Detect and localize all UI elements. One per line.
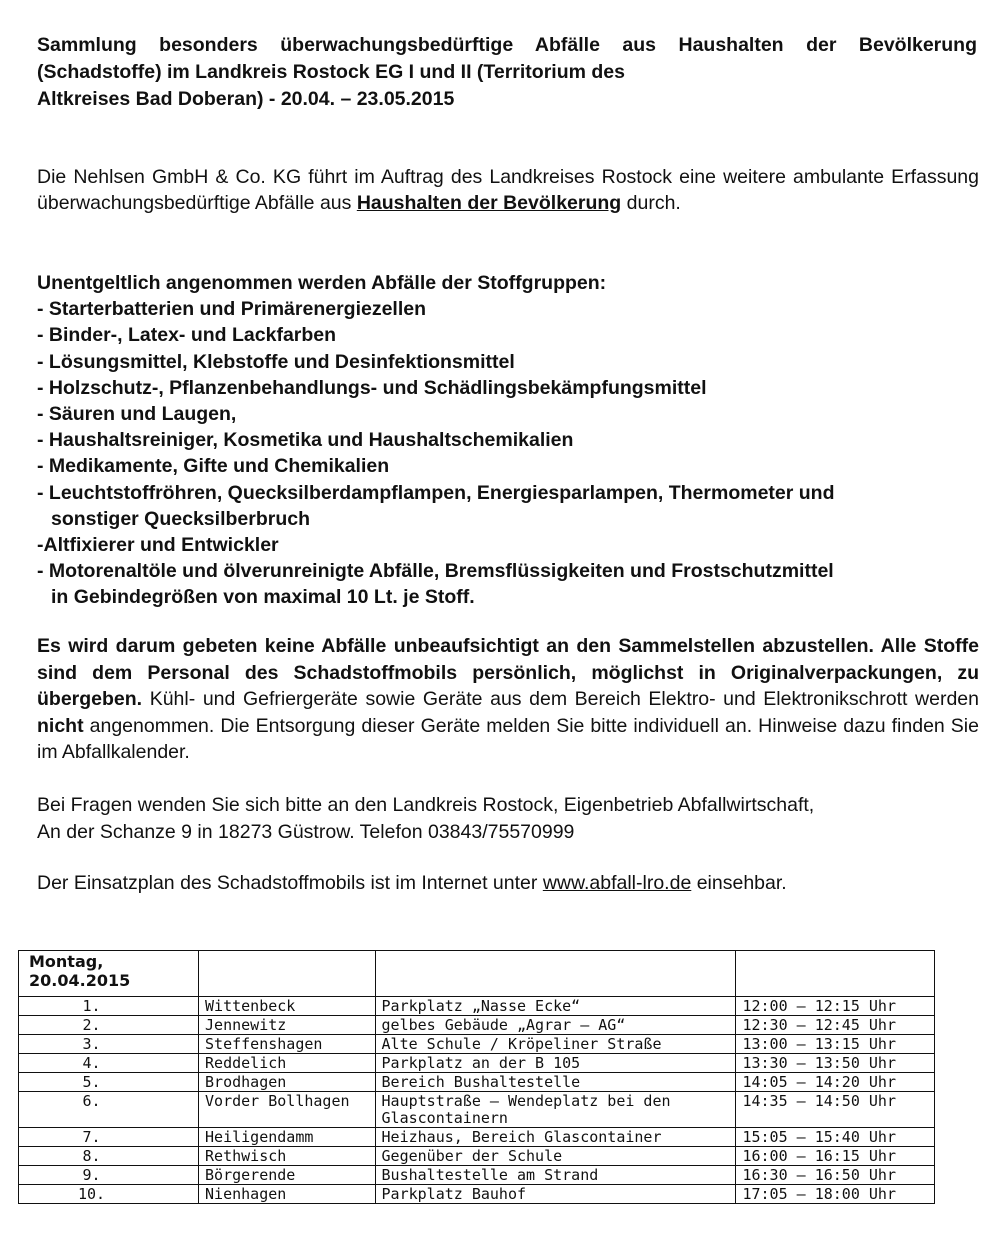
place-cell: Brodhagen — [199, 1073, 376, 1092]
website-link[interactable]: www.abfall-lro.de — [542, 872, 692, 894]
accepted-substances-list — [37, 270, 987, 611]
plan-paragraph — [37, 870, 987, 897]
notice-text: Kühl- und Gefriergeräte sowie Geräte aus dem Bereich Elektro- und Elektronikschrott werden — [142, 688, 979, 710]
row-number: 2. — [19, 1016, 199, 1035]
empty-header-cell — [375, 951, 736, 997]
table-row — [19, 997, 935, 1016]
table-row — [19, 1147, 935, 1166]
notice-text-end: angenommen. Die Entsorgung dieser Geräte melden Sie bitte individuell an. Hinweise dazu finden Sie im Abfallkalender. — [37, 714, 979, 763]
location-cell: Bereich Bushaltestelle — [375, 1073, 736, 1092]
intro-text: Die Nehlsen GmbH & Co. KG führt im Auftrag des Landkreises Rostock eine weitere ambulante Erfassung überwachungsbedürftige Abfälle aus — [37, 166, 979, 214]
schedule-table — [18, 950, 935, 1204]
table-header-row — [19, 951, 935, 997]
empty-header-cell — [736, 951, 935, 997]
time-cell: 14:35 – 14:50 Uhr — [736, 1092, 935, 1128]
time-cell: 12:00 – 12:15 Uhr — [736, 997, 935, 1016]
time-cell: 14:05 – 14:20 Uhr — [736, 1073, 935, 1092]
location-cell: Parkplatz Bauhof — [375, 1185, 736, 1204]
day-cell — [19, 951, 199, 997]
time-cell: 13:30 – 13:50 Uhr — [736, 1054, 935, 1073]
row-number: 6. — [19, 1092, 199, 1128]
list-item: - Medikamente, Gifte und Chemikalien — [37, 455, 390, 478]
row-number: 4. — [19, 1054, 199, 1073]
intro-emphasis: Haushalten der Bevölkerung — [356, 192, 622, 214]
row-number: 1. — [19, 997, 199, 1016]
empty-header-cell — [199, 951, 376, 997]
place-cell: Vorder Bollhagen — [199, 1092, 376, 1128]
time-cell: 15:05 – 15:40 Uhr — [736, 1128, 935, 1147]
row-number: 7. — [19, 1128, 199, 1147]
row-number: 3. — [19, 1035, 199, 1054]
table-row — [19, 1166, 935, 1185]
plan-text-end: einsehbar. — [691, 872, 787, 894]
time-cell: 17:05 – 18:00 Uhr — [736, 1185, 935, 1204]
time-cell: 13:00 – 13:15 Uhr — [736, 1035, 935, 1054]
row-number: 8. — [19, 1147, 199, 1166]
time-cell: 16:30 – 16:50 Uhr — [736, 1166, 935, 1185]
location-cell: Hauptstraße – Wendeplatz bei den Glascontainern — [375, 1092, 736, 1128]
table-row — [19, 1035, 935, 1054]
document-title — [37, 32, 977, 113]
contact-line-1: Bei Fragen wenden Sie sich bitte an den Landkreis Rostock, Eigenbetrieb Abfallwirtschaft, — [37, 794, 815, 816]
list-item-continuation: sonstiger Quecksilberbruch — [51, 507, 310, 530]
contact-paragraph — [37, 792, 987, 845]
table-row — [19, 1185, 935, 1204]
location-cell: Bushaltestelle am Strand — [375, 1166, 736, 1185]
list-item: - Motorenaltöle und ölverunreinigte Abfälle, Bremsflüssigkeiten und Frostschutzmittel — [37, 560, 834, 583]
table-row — [19, 1092, 935, 1128]
row-number: 5. — [19, 1073, 199, 1092]
list-item-continuation: in Gebindegrößen von maximal 10 Lt. je Stoff. — [51, 586, 475, 609]
title-line-1: Sammlung besonders überwachungsbedürftige Abfälle aus Haushalten der Bevölkerung (Schadstoffe) im Landkreis Rostock EG I und II (Territorium des — [37, 34, 977, 83]
place-cell: Reddelich — [199, 1054, 376, 1073]
contact-line-2: An der Schanze 9 in 18273 Güstrow. Telefon 03843/75570999 — [37, 820, 575, 843]
location-cell: Heizhaus, Bereich Glascontainer — [375, 1128, 736, 1147]
plan-text: Der Einsatzplan des Schadstoffmobils ist im Internet unter — [37, 872, 543, 894]
table-row — [19, 1128, 935, 1147]
notice-not-emphasis: nicht — [37, 714, 84, 737]
location-cell: Alte Schule / Kröpeliner Straße — [375, 1035, 736, 1054]
notice-bold-text: Es wird darum gebeten keine Abfälle unbeaufsichtigt an den Sammelstellen abzustellen. Alle Stoffe sind dem Personal des Schadstoffmobils persönlich, möglichst in Originalverpackungen, zu übergeben. — [37, 635, 979, 710]
location-cell: gelbes Gebäude „Agrar – AG“ — [375, 1016, 736, 1035]
place-cell: Börgerende — [199, 1166, 376, 1185]
time-cell: 16:00 – 16:15 Uhr — [736, 1147, 935, 1166]
table-row — [19, 1054, 935, 1073]
list-title: Unentgeltlich angenommen werden Abfälle der Stoffgruppen: — [37, 272, 607, 294]
location-cell: Parkplatz an der B 105 — [375, 1054, 736, 1073]
list-item: -Altfixierer und Entwickler — [37, 534, 279, 557]
table-row — [19, 1016, 935, 1035]
place-cell: Steffenshagen — [199, 1035, 376, 1054]
place-cell: Jennewitz — [199, 1016, 376, 1035]
location-cell: Parkplatz „Nasse Ecke“ — [375, 997, 736, 1016]
list-item: - Binder-, Latex- und Lackfarben — [37, 324, 337, 347]
table-row — [19, 1073, 935, 1092]
row-number: 10. — [19, 1185, 199, 1204]
place-cell: Wittenbeck — [199, 997, 376, 1016]
notice-paragraph — [37, 633, 979, 766]
list-item: - Leuchtstoffröhren, Quecksilberdampflampen, Energiesparlampen, Thermometer und — [37, 481, 835, 504]
list-item: - Säuren und Laugen, — [37, 403, 237, 426]
place-cell: Heiligendamm — [199, 1128, 376, 1147]
location-cell: Gegenüber der Schule — [375, 1147, 736, 1166]
intro-paragraph — [37, 164, 979, 216]
list-item: - Lösungsmittel, Klebstoffe und Desinfektionsmittel — [37, 350, 515, 373]
place-cell: Rethwisch — [199, 1147, 376, 1166]
date-label: 20.04.2015 — [29, 971, 131, 990]
time-cell: 12:30 – 12:45 Uhr — [736, 1016, 935, 1035]
list-item: - Holzschutz-, Pflanzenbehandlungs- und Schädlingsbekämpfungsmittel — [37, 376, 707, 399]
intro-text-end: durch. — [621, 192, 681, 214]
title-line-2: Altkreises Bad Doberan) - 20.04. – 23.05.2015 — [37, 88, 455, 110]
place-cell: Nienhagen — [199, 1185, 376, 1204]
day-label: Montag, — [29, 952, 104, 971]
list-item: - Haushaltsreiniger, Kosmetika und Haushaltschemikalien — [37, 429, 574, 452]
list-item: - Starterbatterien und Primärenergiezellen — [37, 298, 427, 321]
row-number: 9. — [19, 1166, 199, 1185]
